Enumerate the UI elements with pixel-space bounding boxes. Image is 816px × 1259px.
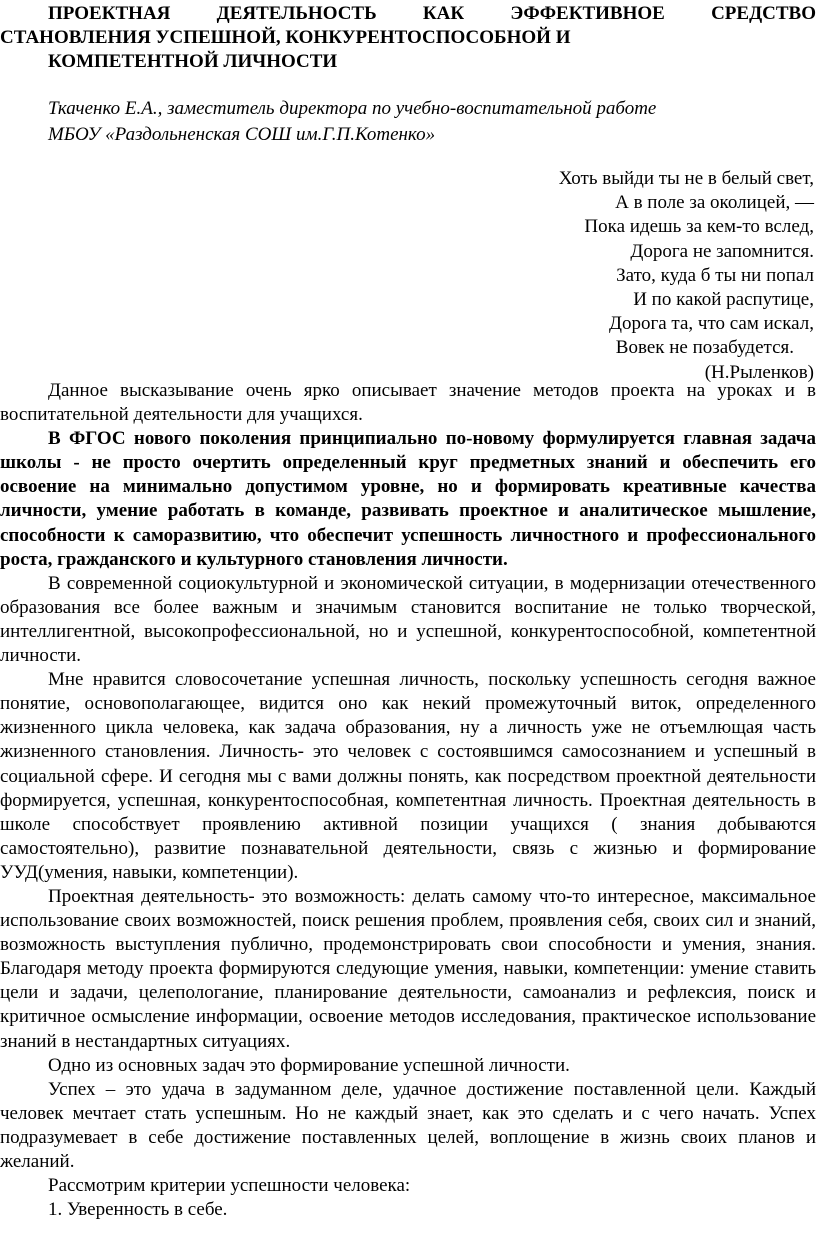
poem-line: Дорога не запомнится.: [630, 240, 814, 262]
poem-line: Дорога та, что сам искал,: [608, 313, 814, 335]
poem-line: Вовек не позабудется.: [615, 337, 794, 359]
paragraph: Успех – это удача в задуманном деле, удачное достижение поставленной цели. Каждый человек мечтает стать успешным. Но не каждый знает, как это сделать и с чего начать. Успех подразумевает в себе достижение поставленных целей, воплощение в жизнь своих планов и желаний.: [0, 1078, 816, 1172]
paragraph-fgos: В ФГОС нового поколения принципиально по-новому формулируется главная задача школы - не просто очертить определенный круг предметных знаний и обеспечить его освоение на минимально допустимом уровне, но и формировать креативные качества личности, умение работать в команде, развивать проектное и аналитическое мышление, способности к саморазвитию, что обеспечит успешность личностного и профессионального роста, гражданского и культурного становления личности.: [0, 428, 816, 570]
title-line-2: СТАНОВЛЕНИЯ УСПЕШНОЙ, КОНКУРЕНТОСПОСОБНОЙ И: [0, 27, 571, 48]
paragraph: Одно из основных задач это формирование успешной личности.: [48, 1054, 570, 1076]
author-block: [48, 96, 656, 148]
document-title: [0, 2, 816, 74]
poem-line: И по какой распутице,: [633, 289, 814, 311]
paragraph: Рассмотрим критерии успешности человека:: [48, 1175, 411, 1197]
poem-line: А в поле за околицей, —: [615, 192, 814, 214]
paragraph: Проектная деятельность- это возможность: делать самому что-то интересное, максимальное использование своих возможностей, поиск решения проблем, проявления себя, своих сил и знаний, возможность выступления публично, продемонстрировать свои способности и умения, знания. Благодаря методу проекта формируются следующие умения, навыки, компетенции: умение ставить цели и задачи, целепологание, планирование деятельности, самоанализ и рефлексия, поиск и критичное осмысление информации, освоение методов исследования, практическое использование знаний в нестандартных ситуациях.: [0, 885, 816, 1052]
poem-line: Хоть выйди ты не в белый свет,: [558, 168, 814, 189]
title-line-1: ПРОЕКТНАЯ ДЕЯТЕЛЬНОСТЬ КАК ЭФФЕКТИВНОЕ СРЕДСТВО: [48, 3, 816, 24]
document-body: [0, 379, 816, 1222]
poem-line: Пока идешь за кем-то вслед,: [584, 216, 814, 238]
title-line-3: КОМПЕТЕНТНОЙ ЛИЧНОСТИ: [48, 51, 338, 72]
author-line: Ткаченко Е.А., заместитель директора по учебно-воспитательной работе: [48, 98, 657, 119]
list-item: 1. Уверенность в себе.: [48, 1199, 228, 1221]
paragraph: Данное высказывание очень ярко описывает значение методов проекта на уроках и в воспитательной деятельности для учащихся.: [0, 380, 816, 426]
poem-line: Зато, куда б ты ни попал: [616, 264, 814, 286]
school-line: МБОУ «Раздольненская СОШ им.Г.П.Котенко»: [48, 124, 436, 145]
epigraph-poem: [559, 167, 814, 385]
paragraph: В современной социокультурной и экономической ситуации, в модернизации отечественного образования все более важным и значимым становится воспитание не только творческой, интеллигентной, высокопрофессиональной, но и успешной, конкурентоспособной, компетентной личности.: [0, 572, 816, 667]
poem-attribution: (Н.Рыленков): [704, 361, 814, 383]
paragraph: Мне нравится словосочетание успешная личность, поскольку успешность сегодня важное понятие, основополагающее, видится оно как некий промежуточный виток, определенного жизненного цикла человека, как задача образования, ну а личность уже не отъемлющая часть жизненного становления. Личность- это человек с состоявшимся самосознанием и успешный в социальной сфере. И сегодня мы с вами должны понять, как посредством проектной деятельности формируется, успешная, конкурентоспособная, компетентная личность. Проектная деятельность в школе способствует проявлению активной позиции учащихся ( знания добываются самостоятельно), развитие познавательной деятельности, связь с жизнью и формирование УУД(умения, навыки, компетенции).: [0, 669, 816, 883]
